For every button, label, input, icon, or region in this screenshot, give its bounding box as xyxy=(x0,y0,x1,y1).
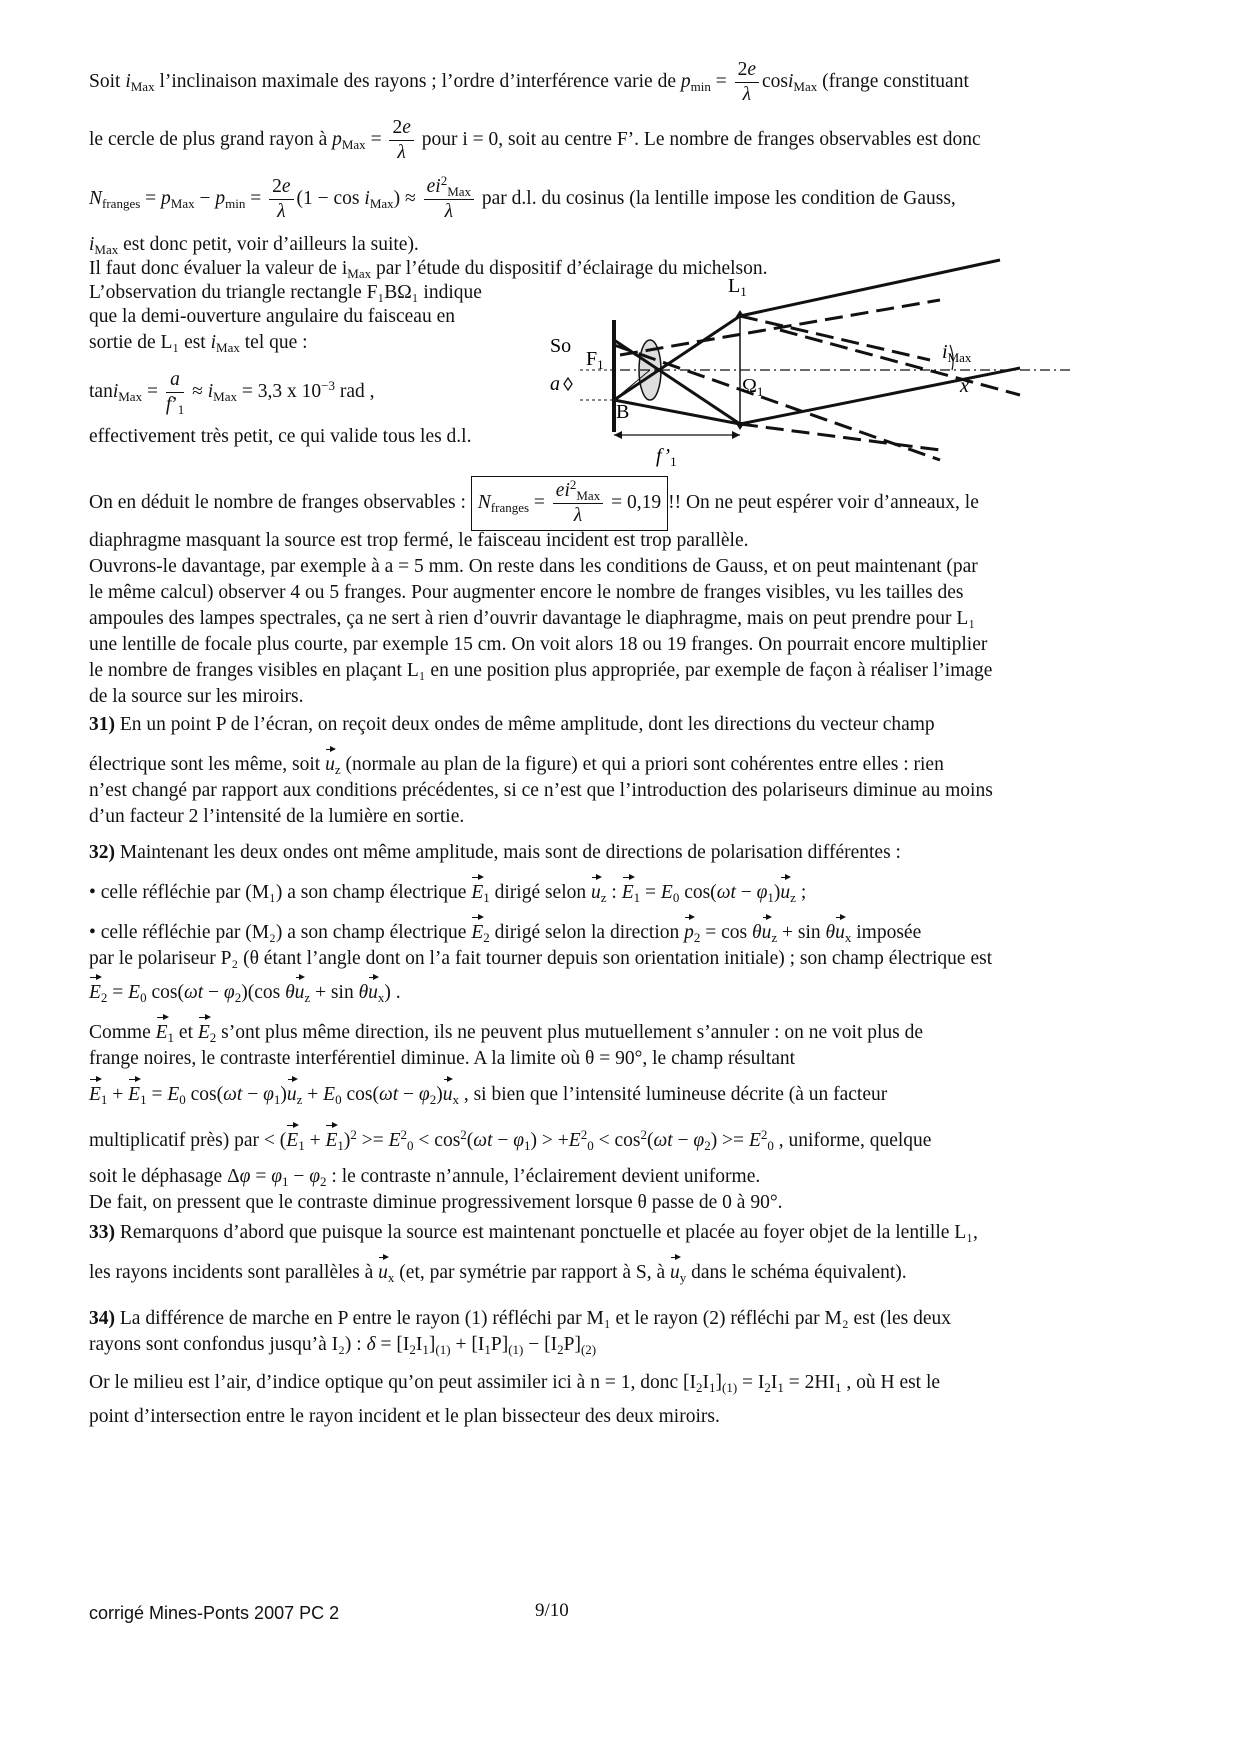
side-line-2: que la demi-ouverture angulaire du faisceau en xyxy=(89,306,455,327)
label-So: So xyxy=(550,335,572,357)
label-B: B xyxy=(616,401,630,423)
page-number: 9/10 xyxy=(535,1600,569,1621)
side-line-3: sortie de L₁ est $i_{Max}$ tel que : xyxy=(89,332,308,355)
para-2: diaphragme masquant la source est trop fermé, le faisceau incident est trop parallèle. Ouvrons-le davantage, par exemple à a = 5 mm. On reste dans les conditions de Gauss, et on peut maintenant (par le même calcul) observer 4 ou 5 franges. Pour augmenter encore le nombre de franges visibles, vu les tailles des ampoules des lampes spectrales, ça ne sert à rien d’ouvrir davantage le diaphragme, mais on peut prendre pour L₁ une lentille de focale plus courte, par exemple 15 cm. On voit alors 18 ou 19 franges. On pourrait encore multiplier le nombre de franges visibles en plaçant L₁ en une position plus appropriée, par exemple de façon à réaliser l’image de la source sur les miroirs. xyxy=(89,530,993,707)
para-line-4: $i_{Max}$ est donc petit, voir d’ailleurs la suite). xyxy=(89,234,419,257)
side-line-5: effectivement très petit, ce qui valide tous les d.l. xyxy=(89,426,472,447)
para-line-5: Il faut donc évaluer la valeur de $i_{Max}$ par l’étude du dispositif d’éclairage du michelson. xyxy=(89,258,768,281)
label-f1: $f’_1$ xyxy=(656,445,677,469)
label-x: x xyxy=(960,375,969,397)
question-34: 34) La différence de marche en P entre le rayon (1) réfléchi par M₁ et le rayon (2) réfléchi par M₂ est (les deux rayons sont confondus jusqu’à I₂) : $\delta = [I_2I_1]_{(1)} + [I_1P]_{(1)} - [I_2P]_{(2)}$ Or le milieu est l’air, d’indice optique qu’on peut assimiler ici à n = 1, donc $[I_2I_1]_{(1)} = I_2I_1 = 2HI_1$ , où H est le point d’intersection entre le rayon incident et le plan bissecteur des deux miroirs. xyxy=(89,1308,951,1427)
label-L1: $L_1$ xyxy=(728,275,747,299)
boxed-result: $N_{franges}$ = $\frac{ei^2_{Max}}{\lambda}$ = 0,19 xyxy=(471,476,668,531)
label-a: a xyxy=(550,373,560,395)
para-line-1: Soit $i_{Max}$ l’inclinaison maximale des rayons ; l’ordre d’interférence varie de $p_{min}$ = $\frac{2e}{\lambda}$ cosi$_{Max}$ (frange constituant xyxy=(89,59,969,105)
label-Omega1: $\Omega_1$ xyxy=(742,375,764,399)
para-line-3: $N_{franges} = p_{Max} - p_{min}$ = $\frac{2e}{\lambda}$ $(1 - \cos i_{Max})$ ≈ $\frac{ei^2_{Max}}{\lambda}$ par d.l. du cosinus (la lentille impose les condition de Gauss, xyxy=(89,173,956,222)
question-31: 31) En un point P de l’écran, on reçoit deux ondes de même amplitude, dont les directions du vecteur champ électrique sont les même, soit $u_z$ (normale au plan de la figure) et qui a priori sont cohérentes entre elles : rien n’est changé par rapport aux conditions précédentes, si ce n’est que l’introduction des polariseurs diminue au moins d’un facteur 2 l’intensité de la lumière en sortie. xyxy=(89,714,993,827)
deduce-line: On en déduit le nombre de franges observables : $N_{franges}$ = $\frac{ei^2_{Max}}{\lambda}$ = 0,19 !! On ne peut espérer voir d’anneaux, le xyxy=(89,476,1149,531)
question-33: 33) Remarquons d’abord que puisque la source est maintenant ponctuelle et placée au foyer objet de la lentille L₁, les rayons incidents sont parallèles à $u_x$ (et, par symétrie par rapport à S, à $u_y$ dans le schéma équivalent). xyxy=(89,1222,978,1285)
footer-text: corrigé Mines-Ponts 2007 PC 2 xyxy=(89,1603,340,1623)
label-imax: $i_{Max}$ xyxy=(942,341,972,365)
tan-equation: tani$_{Max}$ = $\frac{a}{f’_1}$ ≈ $i_{Max} = 3,3$ x $10^{-3}$ rad , xyxy=(89,369,375,417)
question-32: 32) Maintenant les deux ondes ont même amplitude, mais sont de directions de polarisation différentes : • celle réfléchie par (M₁) a son champ électrique $E_1$ dirigé selon $u_z$ : $E_1 = E_0$ $\cos(\omega t - \varphi_1)u_z$ ; • celle réfléchie par (M₂) a son champ électrique $E_2$ dirigé selon la direction $p_2 = \cos \theta u_z + \sin \theta u_x$ imposée par le polariseur P₂ (θ étant l’angle dont on l’a fait tourner depuis son orientation initiale) ; son champ électrique est $E_2 = E_0$ $\cos(\omega t - \varphi_2)(\cos$ $\theta u_z + \sin \theta u_x$) . Comme $E_1$ et $E_2$ s’ont plus même direction, ils ne peuvent plus mutuellement s’annuler : on ne voit plus de frange noires, le contraste interférentiel diminue. A la limite où θ = 90°, le champ résultant $E_1 + E_1 = E_0$ $\cos(\omega t - \varphi_1)u_z + E_0$ $\cos(\omega t - \varphi_2)u_x$ , si bien que l’intensité lumineuse décrite (à un facteur multiplicatif près) par < $(E_1 + E_1)^2 >= E^2_0 < \cos^2(\omega t - \varphi_1) > +E^2_0 < \cos^2(\omega t - \varphi_2) >= E^2_0$ , uniforme, quelque soit le déphasage $\Delta\varphi = \varphi_1 - \varphi_2$ : le contraste n’annule, l’éclairement devient uniforme. De fait, on pressent que le contraste diminue progressivement lorsque θ passe de 0 à 90°. xyxy=(89,842,993,1213)
side-line-1: L’observation du triangle rectangle F₁BΩ₁ indique xyxy=(89,282,482,303)
label-F1: $F_1$ xyxy=(586,348,604,372)
para-line-2: le cercle de plus grand rayon à $p_{Max}$ = $\frac{2e}{\lambda}$ pour i = 0, soit au centre F’. Le nombre de franges observables est donc xyxy=(89,117,981,163)
